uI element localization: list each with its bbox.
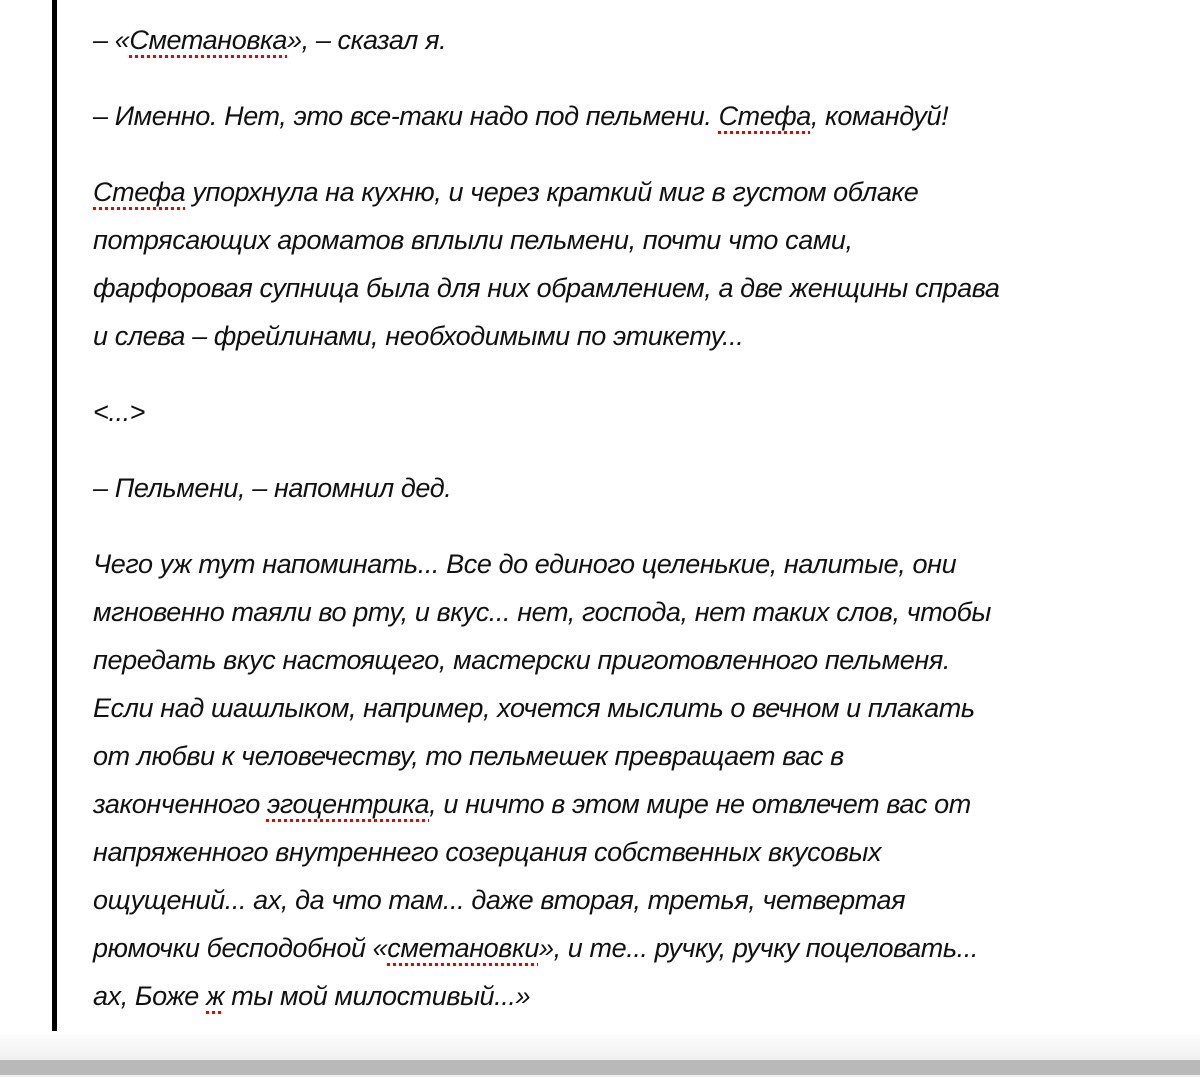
paragraph [93,92,1193,140]
text-line [93,828,1193,876]
paragraph [93,16,1193,64]
paragraph [93,168,1193,360]
spellcheck-error-word[interactable]: эгоцентрика [266,789,430,819]
text-line [93,540,1193,588]
text-segment: передать вкус настоящего, мастерски приготовленного пельменя. [93,645,950,675]
blockquote-bar [52,0,57,1031]
text-line [93,588,1193,636]
text-line [93,388,1193,436]
spellcheck-error-word[interactable]: сметановки [387,933,539,963]
text-line [93,876,1193,924]
text-segment: от любви к человечеству, то пельмешек превращает вас в [93,741,844,771]
text-line [93,636,1193,684]
text-line [93,972,1193,1020]
text-segment: ах, Боже [93,981,207,1011]
text-segment: фарфоровая супница была для них обрамлением, а две женщины справа [93,273,1000,303]
text-segment: потрясающих ароматов вплыли пельмени, почти что сами, [93,225,853,255]
text-line [93,924,1193,972]
horizontal-scrollbar[interactable] [0,1060,1200,1075]
paragraph [93,464,1193,512]
text-segment: Чего уж тут напоминать... Все до единого целенькие, налитые, они [93,549,957,579]
text-line [93,732,1193,780]
text-segment: , командуй! [810,101,949,131]
text-segment: ты мой милостивый...» [224,981,531,1011]
text-line [93,168,1193,216]
paragraph [93,388,1193,436]
text-segment: », – сказал я. [287,25,447,55]
spellcheck-error-word[interactable]: Стефа [718,101,811,131]
text-segment: напряженного внутреннего созерцания собственных вкусовых [93,837,882,867]
text-line [93,312,1193,360]
text-segment: мгновенно таяли во рту, и вкус... нет, господа, нет таких слов, чтобы [93,597,991,627]
spellcheck-error-word[interactable]: Сметановка [129,25,288,55]
text-segment: <...> [93,397,146,427]
text-segment: Если над шашлыком, например, хочется мыслить о вечном и плакать [93,693,975,723]
text-line [93,92,1193,140]
text-segment: и слева – фрейлинами, необходимыми по этикету... [93,321,744,351]
text-line [93,464,1193,512]
text-segment: ощущений... ах, да что там... даже вторая, третья, четвертая [93,885,906,915]
text-line [93,216,1193,264]
text-segment: – Именно. Нет, это все-таки надо под пельмени. [93,101,719,131]
text-line [93,16,1193,64]
text-segment: – « [93,25,130,55]
text-segment: законченного [93,789,267,819]
editor-footer [0,1031,1200,1057]
text-line [93,684,1193,732]
spellcheck-error-word[interactable]: Стефа [93,177,186,207]
text-segment: », и те... ручку, ручку поцеловать... [538,933,978,963]
paragraph [93,540,1193,1020]
text-line [93,264,1193,312]
text-segment: , и ничто в этом мире не отвлечет вас от [429,789,971,819]
document-body[interactable] [93,16,1193,1048]
text-segment: упорхнула на кухню, и через краткий миг в густом облаке [185,177,919,207]
text-segment: – Пельмени, – напомнил дед. [93,473,452,503]
spellcheck-error-word[interactable]: ж [206,981,225,1011]
text-line [93,780,1193,828]
text-segment: рюмочки бесподобной « [93,933,388,963]
